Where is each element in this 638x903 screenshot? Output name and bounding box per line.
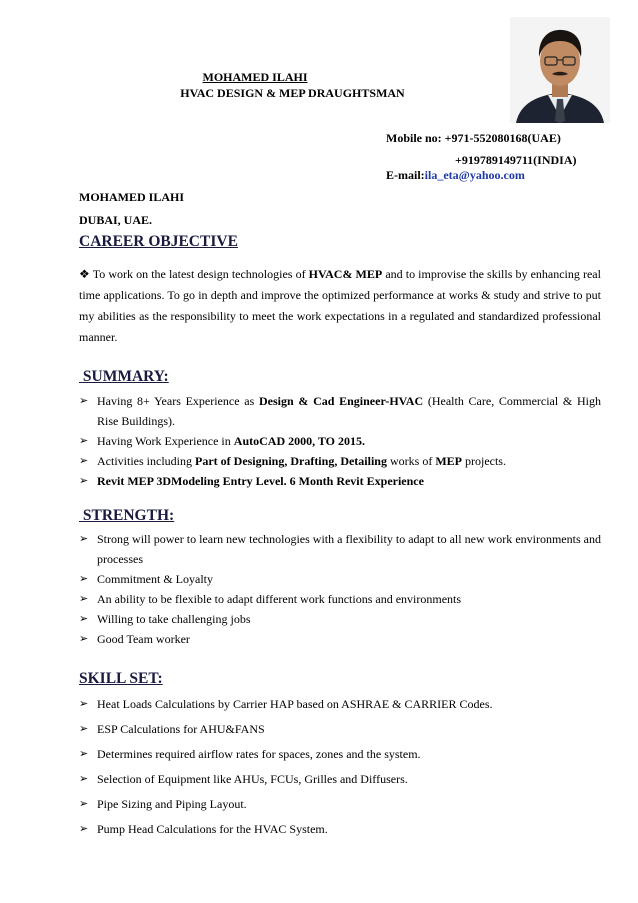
summary-heading xyxy=(79,368,169,386)
arrow-bullet-icon: ➢ xyxy=(79,698,89,710)
list-item xyxy=(79,471,601,491)
applicant-name: MOHAMED ILAHI xyxy=(79,190,184,204)
summary-text: Activities including xyxy=(97,454,195,468)
arrow-bullet-icon: ➢ xyxy=(79,475,89,487)
summary-text: works of xyxy=(386,454,436,468)
summary-heading-text: SUMMARY: xyxy=(82,368,169,385)
arrow-bullet-icon: ➢ xyxy=(79,633,89,645)
applicant-location: DUBAI, UAE. xyxy=(79,213,153,227)
skill-text: Pump Head Calculations for the HVAC System. xyxy=(97,822,328,836)
objective-text-2: and to improvise the skills by enhancing real time applications. To go in depth and improve the optimized performance at works & study and strive to put my abilities as the responsibility to meet the work expectations in a regulated and standardized professional manner. xyxy=(79,267,601,344)
arrow-bullet-icon: ➢ xyxy=(79,395,89,407)
arrow-bullet-icon: ➢ xyxy=(79,455,89,467)
skill-text: Pipe Sizing and Piping Layout. xyxy=(97,797,247,811)
skill-set-list xyxy=(79,692,601,842)
mobile-uae-line xyxy=(386,131,561,146)
email-label: E-mail: xyxy=(386,168,425,182)
skill-text: Selection of Equipment like AHUs, FCUs, Grilles and Diffusers. xyxy=(97,772,408,786)
summary-list xyxy=(79,391,601,491)
skill-text: Heat Loads Calculations by Carrier HAP based on ASHRAE & CARRIER Codes. xyxy=(97,697,493,711)
list-item xyxy=(79,817,601,842)
arrow-bullet-icon: ➢ xyxy=(79,573,89,585)
skill-text: ESP Calculations for AHU&FANS xyxy=(97,722,265,736)
arrow-bullet-icon: ➢ xyxy=(79,798,89,810)
mobile-uae: +971-552080168(UAE) xyxy=(444,131,561,145)
summary-bold: MEP xyxy=(435,454,462,468)
summary-bold: Part of Designing, Drafting, Detailing xyxy=(195,454,387,468)
summary-bold: AutoCAD 2000, TO 2015. xyxy=(233,434,366,448)
summary-bold: Design & Cad Engineer-HVAC xyxy=(258,394,424,408)
list-item xyxy=(79,692,601,717)
list-item xyxy=(79,589,601,609)
career-objective-text xyxy=(79,264,601,348)
mobile-india: +919789149711(INDIA) xyxy=(455,153,577,167)
arrow-bullet-icon: ➢ xyxy=(79,823,89,835)
summary-bold: Revit MEP 3DModeling Entry Level. 6 Month Revit Experience xyxy=(97,474,424,488)
strength-list xyxy=(79,529,601,649)
strength-text: An ability to be flexible to adapt different work functions and environments xyxy=(97,592,462,606)
objective-text-1: To work on the latest design technologies of xyxy=(92,267,309,281)
arrow-bullet-icon: ➢ xyxy=(79,748,89,760)
profile-photo xyxy=(510,17,610,123)
summary-text: Having Work Experience in xyxy=(97,434,234,448)
arrow-bullet-icon: ➢ xyxy=(79,723,89,735)
list-item xyxy=(79,529,601,569)
list-item xyxy=(79,742,601,767)
summary-text: (Health Care, Commercial & High Rise Buildings). xyxy=(97,394,601,428)
list-item xyxy=(79,431,601,451)
skill-set-heading: SKILL SET: xyxy=(79,670,163,687)
strength-heading xyxy=(79,507,174,525)
arrow-bullet-icon: ➢ xyxy=(79,773,89,785)
email-link[interactable]: ila_eta@yahoo.com xyxy=(424,168,525,182)
summary-text: Having 8+ Years Experience as xyxy=(97,394,259,408)
diamond-bullet-icon: ❖ xyxy=(79,267,90,281)
objective-text-bold: HVAC& MEP xyxy=(308,267,383,281)
list-item xyxy=(79,767,601,792)
arrow-bullet-icon: ➢ xyxy=(79,613,89,625)
resume-name-header: MOHAMED ILAHI xyxy=(202,70,308,84)
skill-text: Determines required airflow rates for spaces, zones and the system. xyxy=(97,747,421,761)
arrow-bullet-icon: ➢ xyxy=(79,593,89,605)
list-item xyxy=(79,569,601,589)
strength-heading-text: STRENGTH: xyxy=(82,507,175,524)
summary-text: projects. xyxy=(461,454,506,468)
list-item xyxy=(79,391,601,431)
list-item xyxy=(79,609,601,629)
email-line xyxy=(386,168,525,183)
list-item xyxy=(79,451,601,471)
list-item xyxy=(79,717,601,742)
arrow-bullet-icon: ➢ xyxy=(79,435,89,447)
resume-job-title: HVAC DESIGN & MEP DRAUGHTSMAN xyxy=(180,86,405,100)
list-item xyxy=(79,629,601,649)
strength-text: Good Team worker xyxy=(97,632,190,646)
strength-text: Commitment & Loyalty xyxy=(97,572,213,586)
list-item xyxy=(79,792,601,817)
arrow-bullet-icon: ➢ xyxy=(79,533,89,545)
mobile-label: Mobile no: xyxy=(386,131,442,145)
strength-text: Strong will power to learn new technologies with a flexibility to adapt to all new work environments and processes xyxy=(97,532,601,566)
career-objective-heading: CAREER OBJECTIVE xyxy=(79,233,238,250)
strength-text: Willing to take challenging jobs xyxy=(97,612,251,626)
